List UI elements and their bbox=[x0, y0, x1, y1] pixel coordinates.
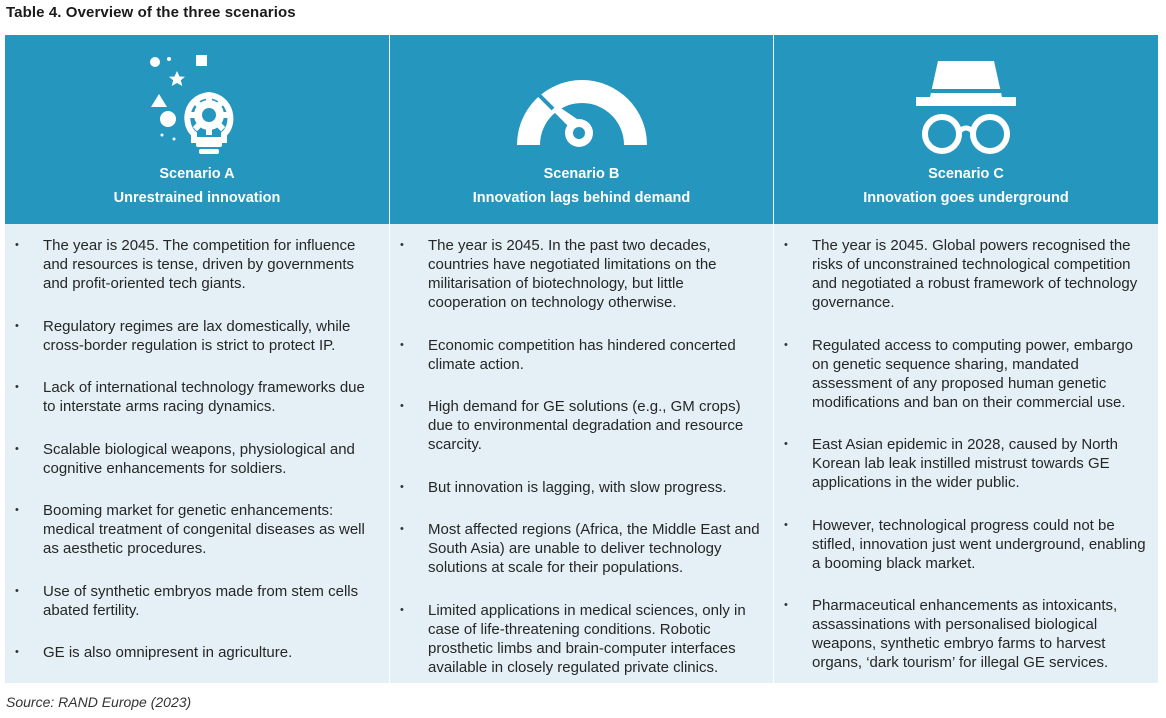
scenario-c-label: Scenario C bbox=[928, 166, 1004, 182]
scenario-a-bullets bbox=[15, 236, 379, 662]
list-item: • The year is 2045. The competition for influence and resources is tense, driven by governments and profit-oriented tech giants. bbox=[15, 236, 379, 293]
source-note: Source: RAND Europe (2023) bbox=[6, 694, 192, 710]
scenario-a-subtitle: Unrestrained innovation bbox=[113, 190, 281, 206]
scenario-a-body bbox=[5, 224, 389, 683]
list-item: • The year is 2045. Global powers recognised the risks of unconstrained technological competition and negotiated a robust framework of technology governance. bbox=[784, 236, 1148, 312]
list-item: • Use of synthetic embryos made from stem cells abated fertility. bbox=[15, 582, 379, 620]
scenario-b-label: Scenario B bbox=[543, 166, 620, 182]
list-item: • Regulatory regimes are lax domestically, while cross-border regulation is strict to protect IP. bbox=[15, 317, 379, 355]
list-item: • Economic competition has hindered concerted climate action. bbox=[400, 336, 763, 374]
scenarios-table bbox=[5, 35, 1158, 683]
innovation-lightbulb-gear-icon bbox=[147, 55, 247, 155]
scenario-b-bullets bbox=[400, 236, 763, 677]
list-item: • Regulated access to computing power, embargo on genetic sequence sharing, mandated assessment of any proposed human genetic modifications and ban on their commercial use. bbox=[784, 336, 1148, 412]
list-item: • High demand for GE solutions (e.g., GM crops) due to environmental degradation and resource scarcity. bbox=[400, 397, 763, 454]
list-item: • Scalable biological weapons, physiological and cognitive enhancements for soldiers. bbox=[15, 440, 379, 478]
list-item: • However, technological progress could not be stifled, innovation just went underground, enabling a booming black market. bbox=[784, 516, 1148, 573]
scenario-c-column bbox=[773, 35, 1158, 683]
list-item: • Most affected regions (Africa, the Middle East and South Asia) are unable to deliver technology solutions at scale for their populations. bbox=[400, 520, 763, 577]
list-item: • Limited applications in medical sciences, only in case of life-threatening conditions. Robotic prosthetic limbs and brain-computer interfaces available in closely regulated private clinics. bbox=[400, 601, 763, 677]
scenario-c-header bbox=[774, 35, 1158, 224]
incognito-hat-glasses-icon bbox=[916, 55, 1016, 155]
list-item: • The year is 2045. In the past two decades, countries have negotiated limitations on the militarisation of biotechnology, but little cooperation on technology otherwise. bbox=[400, 236, 763, 312]
speedometer-gauge-icon bbox=[507, 55, 657, 155]
list-item: • Booming market for genetic enhancements: medical treatment of congenital diseases as well as aesthetic procedures. bbox=[15, 501, 379, 558]
list-item: • East Asian epidemic in 2028, caused by North Korean lab leak instilled mistrust towards GE applications in the wider public. bbox=[784, 435, 1148, 492]
scenario-a-column bbox=[5, 35, 389, 683]
scenario-b-column bbox=[389, 35, 773, 683]
scenario-b-header bbox=[390, 35, 773, 224]
scenario-a-header bbox=[5, 35, 389, 224]
scenario-c-subtitle: Innovation goes underground bbox=[863, 190, 1069, 206]
list-item: • Lack of international technology frameworks due to interstate arms racing dynamics. bbox=[15, 378, 379, 416]
scenario-b-subtitle: Innovation lags behind demand bbox=[472, 190, 691, 206]
list-item: • But innovation is lagging, with slow progress. bbox=[400, 478, 763, 497]
scenario-c-bullets bbox=[784, 236, 1148, 672]
scenario-b-body bbox=[390, 224, 773, 683]
table-title: Table 4. Overview of the three scenarios bbox=[6, 4, 296, 21]
scenario-a-label: Scenario A bbox=[159, 166, 235, 182]
list-item: • GE is also omnipresent in agriculture. bbox=[15, 643, 379, 662]
list-item: • Pharmaceutical enhancements as intoxicants, assassinations with personalised biological weapons, synthetic embryo farms to harvest organs, ‘dark tourism’ for illegal GE services. bbox=[784, 596, 1148, 672]
scenario-c-body bbox=[774, 224, 1158, 683]
